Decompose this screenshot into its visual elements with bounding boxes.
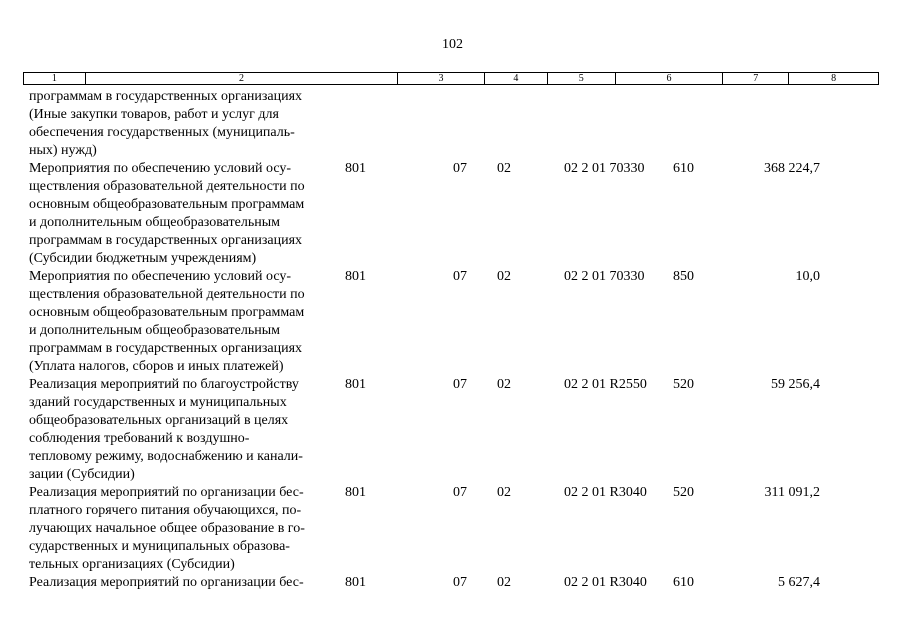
row-description: Мероприятия по обеспечению условий осу- ществления образовательной деятельности по основным общеобразовательным программам и дополнительным общеобразовательным программам в государственных организациях (Уплата налогов, сборов и иных платежей) xyxy=(29,269,305,374)
row-description: Реализация мероприятий по организации бес- платного горячего питания обучающихся, по- лучающих начальное общее образование в го- сударственных и муниципальных образова- тельных организациях (Субсидии) xyxy=(29,485,305,572)
table-row xyxy=(23,484,879,574)
row-code-7: 850 xyxy=(673,269,694,284)
table-body xyxy=(23,88,879,592)
table-row xyxy=(23,376,879,484)
row-amount: 10,0 xyxy=(795,269,820,284)
row-code-3: 801 xyxy=(345,269,366,284)
row-code-5: 02 xyxy=(497,485,511,500)
header-col-2: 2 xyxy=(86,73,398,84)
table-row xyxy=(23,268,879,376)
row-code-4 xyxy=(429,88,492,160)
row-code-5: 02 xyxy=(497,575,511,590)
row-code-4: 07 xyxy=(453,575,467,590)
row-code-6: 02 2 01 70330 xyxy=(564,161,645,176)
row-code-7: 520 xyxy=(673,485,694,500)
header-col-4: 4 xyxy=(485,73,548,84)
row-code-6: 02 2 01 R3040 xyxy=(564,575,647,590)
table-row xyxy=(23,574,879,592)
row-code-5: 02 xyxy=(497,377,511,392)
row-amount: 5 627,4 xyxy=(778,575,820,590)
table-header xyxy=(23,72,879,85)
row-code-7: 520 xyxy=(673,377,694,392)
row-code-5 xyxy=(492,88,560,160)
row-code-4: 07 xyxy=(453,269,467,284)
row-description: Реализация мероприятий по благоустройству зданий государственных и муниципальных общеобразовательных организаций в целях соблюдения требований к воздушно- тепловому режиму, водоснабжению и канали- зации (Субсидии) xyxy=(29,377,303,482)
row-code-4: 07 xyxy=(453,485,467,500)
row-code-6: 02 2 01 R2550 xyxy=(564,377,647,392)
row-code-5: 02 xyxy=(497,269,511,284)
row-amount xyxy=(734,88,823,160)
header-col-6: 6 xyxy=(616,73,724,84)
row-description: Реализация мероприятий по организации бес- xyxy=(29,575,304,590)
row-code-3: 801 xyxy=(345,575,366,590)
table-row xyxy=(23,160,879,268)
header-col-8: 8 xyxy=(831,73,837,84)
row-code-7: 610 xyxy=(673,575,694,590)
row-amount: 368 224,7 xyxy=(764,161,820,176)
page-number: 102 xyxy=(442,37,463,52)
header-col-3: 3 xyxy=(398,73,485,84)
row-code-7: 610 xyxy=(673,161,694,176)
header-col-5: 5 xyxy=(548,73,616,84)
row-code-3 xyxy=(342,88,429,160)
table-row xyxy=(23,88,879,160)
row-code-3: 801 xyxy=(345,485,366,500)
row-description: программам в государственных организациях (Иные закупки товаров, работ и услуг для обеспечения государственных (муниципаль- ных) нужд) xyxy=(29,89,303,158)
row-code-5: 02 xyxy=(497,161,511,176)
row-code-4: 07 xyxy=(453,377,467,392)
row-code-3: 801 xyxy=(345,377,366,392)
row-code-4: 07 xyxy=(453,161,467,176)
header-col-7: 7 xyxy=(723,73,789,84)
row-description: Мероприятия по обеспечению условий осу- ществления образовательной деятельности по основным общеобразовательным программам и дополнительным общеобразовательным программам в государственных организациях (Субсидии бюджетным учреждениям) xyxy=(29,161,305,266)
header-col-1: 1 xyxy=(24,73,86,84)
row-amount: 59 256,4 xyxy=(771,377,820,392)
row-amount: 311 091,2 xyxy=(764,485,820,500)
row-code-6: 02 2 01 R3040 xyxy=(564,485,647,500)
row-code-7 xyxy=(668,88,734,160)
row-code-3: 801 xyxy=(345,161,366,176)
row-code-6: 02 2 01 70330 xyxy=(564,269,645,284)
row-code-6 xyxy=(560,88,668,160)
